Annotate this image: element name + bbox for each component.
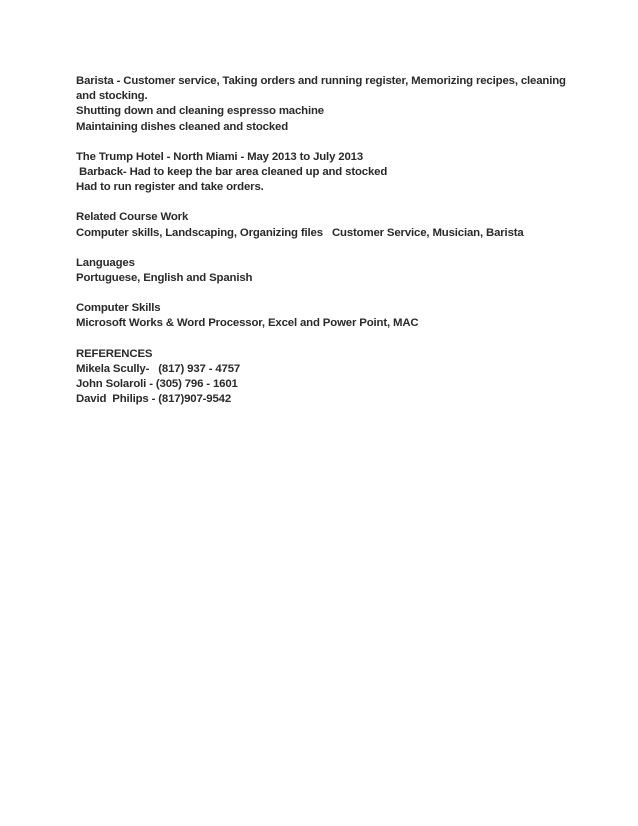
barista-experience-section — [76, 74, 566, 135]
computer-skills-list: Microsoft Works & Word Processor, Excel and Power Point, MAC — [76, 317, 419, 330]
references-heading: REFERENCES — [76, 347, 153, 360]
trump-hotel-heading: The Trump Hotel - North Miami - May 2013 to July 2013 — [76, 150, 364, 163]
course-work-heading: Related Course Work — [76, 211, 189, 224]
reference-entry: David Philips - (817)907-9542 — [76, 393, 232, 406]
reference-entry: John Solaroli - (305) 796 - 1601 — [76, 378, 238, 391]
languages-section — [76, 256, 566, 286]
computer-skills-section — [76, 301, 566, 331]
references-section — [76, 347, 566, 408]
course-work-list: Computer skills, Landscaping, Organizing files Customer Service, Musician, Barista — [76, 226, 524, 239]
barista-duties-text: Barista - Customer service, Taking orders and running register, Memorizing recipes, cleaning and stocking. — [76, 75, 566, 103]
languages-heading: Languages — [76, 256, 135, 269]
computer-skills-heading: Computer Skills — [76, 302, 161, 315]
reference-entry: Mikela Scully- (817) 937 - 4757 — [76, 362, 241, 375]
barista-dishes-text: Maintaining dishes cleaned and stocked — [76, 120, 289, 133]
resume-body — [76, 74, 566, 422]
register-duties-text: Had to run register and take orders. — [76, 181, 264, 194]
barista-espresso-text: Shutting down and cleaning espresso machine — [76, 105, 324, 118]
course-work-section — [76, 210, 566, 240]
languages-list: Portuguese, English and Spanish — [76, 272, 253, 285]
barback-duties-text: Barback- Had to keep the bar area cleaned up and stocked — [76, 166, 388, 179]
trump-hotel-section — [76, 150, 566, 196]
